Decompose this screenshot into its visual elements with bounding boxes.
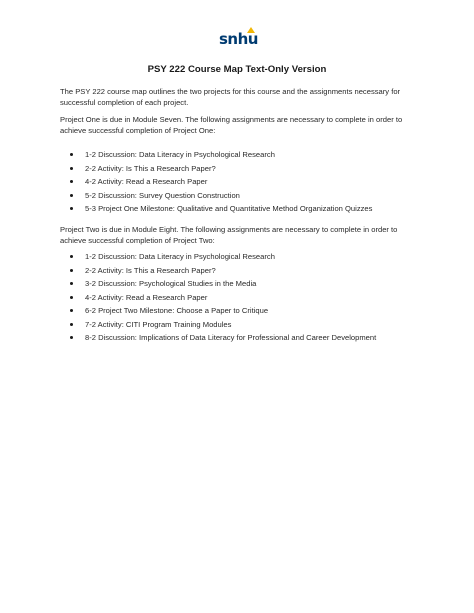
logo-wordmark: snhu [219,30,258,48]
document-title: PSY 222 Course Map Text-Only Version [147,64,327,75]
bullet-icon [70,255,73,258]
bullet-icon [70,180,73,183]
bullet-icon [70,323,73,326]
list-item [60,164,372,178]
project-two-intro: Project Two is due in Module Eight. The following assignments are necessary to complete in order to achieve successful completion of Project Two: [60,225,398,245]
bullet-icon [70,207,73,210]
list-item [60,177,372,191]
list-item-text: 5-2 Discussion: Survey Question Construction [85,190,240,200]
bullet-icon [70,296,73,299]
list-item-text: 1-2 Discussion: Data Literacy in Psychological Research [85,252,275,261]
logo-accent-mark [247,27,255,33]
project-two-list [60,252,376,347]
project-one-intro: Project One is due in Module Seven. The following assignments are necessary to complete in order to achieve successful completion of Project One: [60,115,403,135]
bullet-icon [70,269,73,272]
bullet-icon [70,309,73,312]
list-item [60,333,376,347]
list-item [60,191,372,205]
list-item-text: 2-2 Activity: Is This a Research Paper? [85,163,216,173]
snhu-logo [219,27,259,49]
project-one-list [60,150,372,218]
list-item [60,306,376,320]
list-item [60,293,376,307]
bullet-icon [70,336,73,339]
bullet-icon [70,153,73,156]
list-item [60,266,376,280]
list-item-text: 4-2 Activity: Read a Research Paper [85,292,208,302]
bullet-icon [70,194,73,197]
intro-paragraph: The PSY 222 course map outlines the two projects for this course and the assignments necessary for successful completion of each project. [60,87,401,107]
list-item [60,320,376,334]
list-item [60,150,372,164]
list-item [60,252,376,266]
bullet-icon [70,282,73,285]
list-item-text: 2-2 Activity: Is This a Research Paper? [85,265,216,275]
list-item-text: 7-2 Activity: CITI Program Training Modules [85,319,232,329]
list-item [60,204,372,218]
bullet-icon [70,167,73,170]
list-item-text: 3-2 Discussion: Psychological Studies in the Media [85,279,257,288]
list-item-text: 5-3 Project One Milestone: Qualitative and Quantitative Method Organization Quizzes [85,204,373,213]
list-item [60,279,376,293]
list-item-text: 4-2 Activity: Read a Research Paper [85,177,208,186]
list-item-text: 8-2 Discussion: Implications of Data Literacy for Professional and Career Development [85,333,377,342]
list-item-text: 6-2 Project Two Milestone: Choose a Paper to Critique [85,306,269,315]
list-item-text: 1-2 Discussion: Data Literacy in Psychological Research [85,150,275,159]
